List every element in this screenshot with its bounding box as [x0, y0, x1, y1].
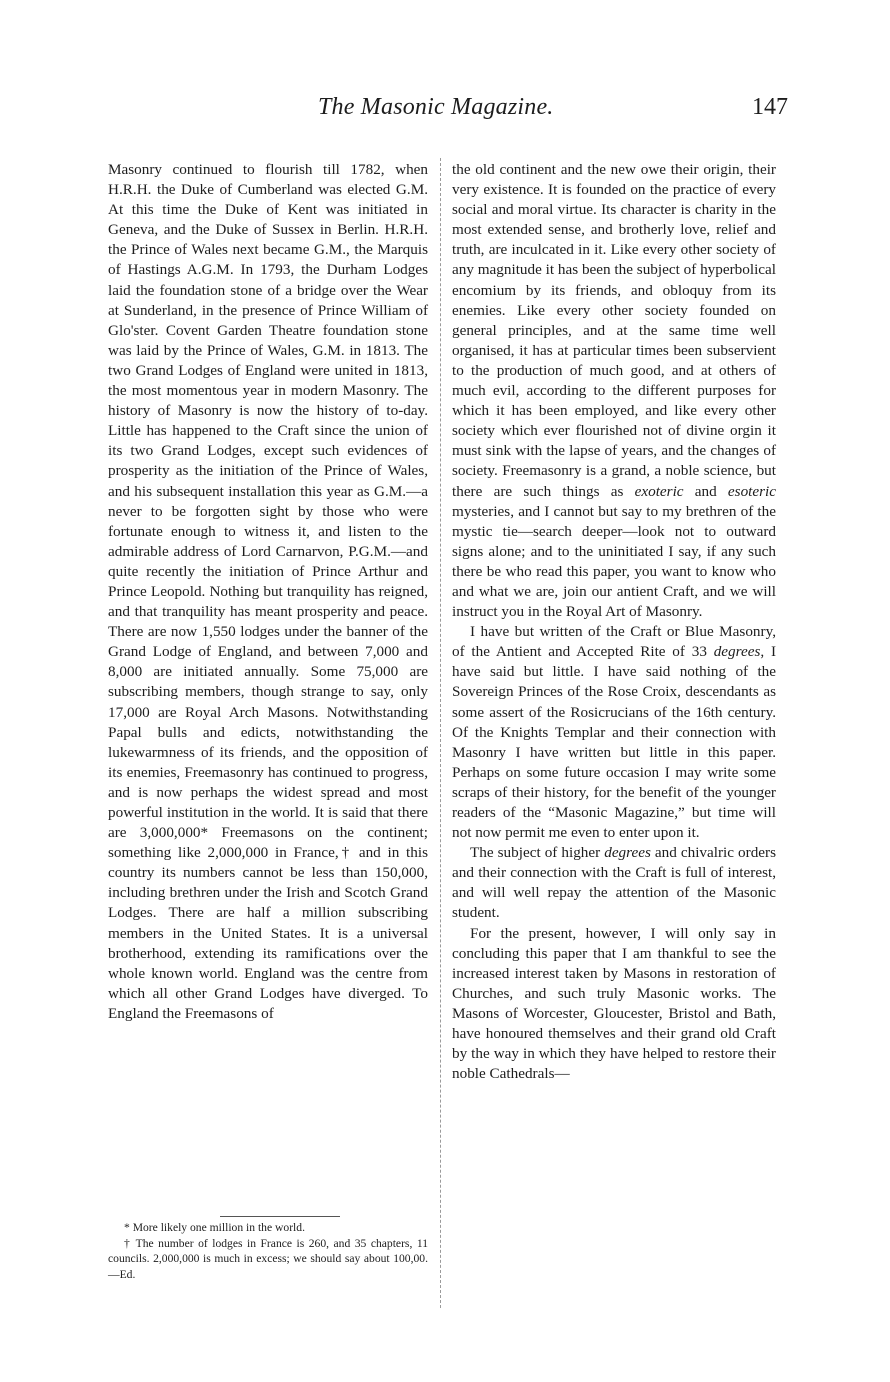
footnote-2: † The number of lodges in France is 260, and 35 chapters, 11 councils. 2,000,000 is much in excess; we should say about 100,00.—Ed.	[108, 1236, 428, 1281]
right-paragraph-2: I have but written of the Craft or Blue Masonry, of the Antient and Accepted Rite of 33 degrees, I have said but little. I have said nothing of the Sovereign Princes of the Rose Croix, descendants as some assert of the Rosicrucians of the 16th century. Of the Knights Templar and their connection with Masonry I have written but little in this paper. Perhaps on some future occasion I may write some scraps of their history, for the benefit of the younger readers of the “Masonic Magazine,” but time will not now permit me even to enter upon it.	[452, 623, 777, 842]
footnote-1: * More likely one million in the world.	[124, 1221, 305, 1234]
right-paragraph-4: For the present, however, I will only say in concluding this paper that I am thankful to see the increased interest taken by Masons in restoration of Churches, and such truly Masonic works. The Masons of Worcester, Gloucester, Bristol and Bath, have honoured themselves and their grand old Craft by the way in which they have helped to restore their noble Cathedrals—	[452, 924, 776, 1083]
page-header	[0, 0, 890, 130]
footnotes	[108, 1220, 428, 1282]
right-paragraph-1: the old continent and the new owe their origin, their very existence. It is founded on the practice of every social and moral virtue. Its character is charity in the most extended sense, and brotherly love, relief and truth, are inculcated in it. Like every other society of any magnitude it has been the subject of hyperbolical encomium by its friends, and obloquy from its enemies. Like every other society founded on general principles, and at the same time well organised, it has at particular times been subservient to the production of much good, and at others of much evil, according to the different purposes for which it has been employed, and like every other society which ever flourished not of divine orgin it must sink with the lapse of years, and the changes of society. Freemasonry is a grand, a noble science, but there are such things as exoteric and esoteric mysteries, and I cannot but say to my brethren of the mystic tie—search deeper—look not to outward signs alone; and to the uninitiated I say, if any such there be who read this paper, you want to know who and what we are, join our antient Craft, and we will instruct you in the Royal Art of Masonry.	[452, 161, 776, 621]
right-paragraph-3: The subject of higher degrees and chivalric orders and their connection with the Craft is full of interest, and will well repay the attention of the Masonic student.	[452, 844, 776, 922]
footnote-rule	[220, 1216, 340, 1217]
running-title: The Masonic Magazine.	[318, 94, 554, 120]
page-number: 147	[752, 94, 788, 120]
column-divider	[440, 158, 441, 1308]
left-column	[108, 160, 428, 1024]
left-paragraph-1: Masonry continued to flourish till 1782, when H.R.H. the Duke of Cumberland was elected G.M. At this time the Duke of Kent was initiated in Geneva, and the Duke of Sussex in Berlin. H.R.H. the Prince of Wales next became G.M., the Marquis of Hastings A.G.M. In 1793, the Durham Lodges laid the foundation stone of a bridge over the Wear at Sunderland, in the presence of Prince William of Glo'ster. Covent Garden Theatre foundation stone was laid by the Prince of Wales, G.M. in 1813. The two Grand Lodges of England were united in 1813, the most momentous year in modern Masonry. The history of Masonry is now the history of to-day. Little has happened to the Craft since the union of its two Grand Lodges, except such evidences of prosperity as the initiation of the Prince of Wales, and his subsequent installation this year as G.M.—a never to be forgotten sight by those who were fortunate enough to witness it, and listen to the admirable address of Lord Carnarvon, P.G.M.—and quite recently the initiation of Prince Arthur and Prince Leopold. Nothing but tranquility has reigned, and that tranquility has meant prosperity and peace. There are now 1,550 lodges under the banner of the Grand Lodge of England, and between 7,000 and 8,000 are initiated annually. Some 75,000 are subscribing members, though strange to say, only 17,000 are Royal Arch Masons. Notwithstanding Papal bulls and edicts, notwithstanding the lukewarmness of its friends, and the opposition of its enemies, Freemasonry has continued to progress, and is now perhaps the widest spread and most powerful institution in the world. It is said that there are 3,000,000* Freemasons on the continent; something like 2,000,000 in France,† and in this country its numbers cannot be less than 150,000, including brethren under the Irish and Scotch Grand Lodges. There are half a million subscribing members in the United States. It is a universal brotherhood, extending its ramifications over the whole known world. England was the centre from which all other Grand Lodges have diverged. To England the Freemasons of	[108, 161, 428, 1022]
right-column	[452, 160, 776, 1084]
